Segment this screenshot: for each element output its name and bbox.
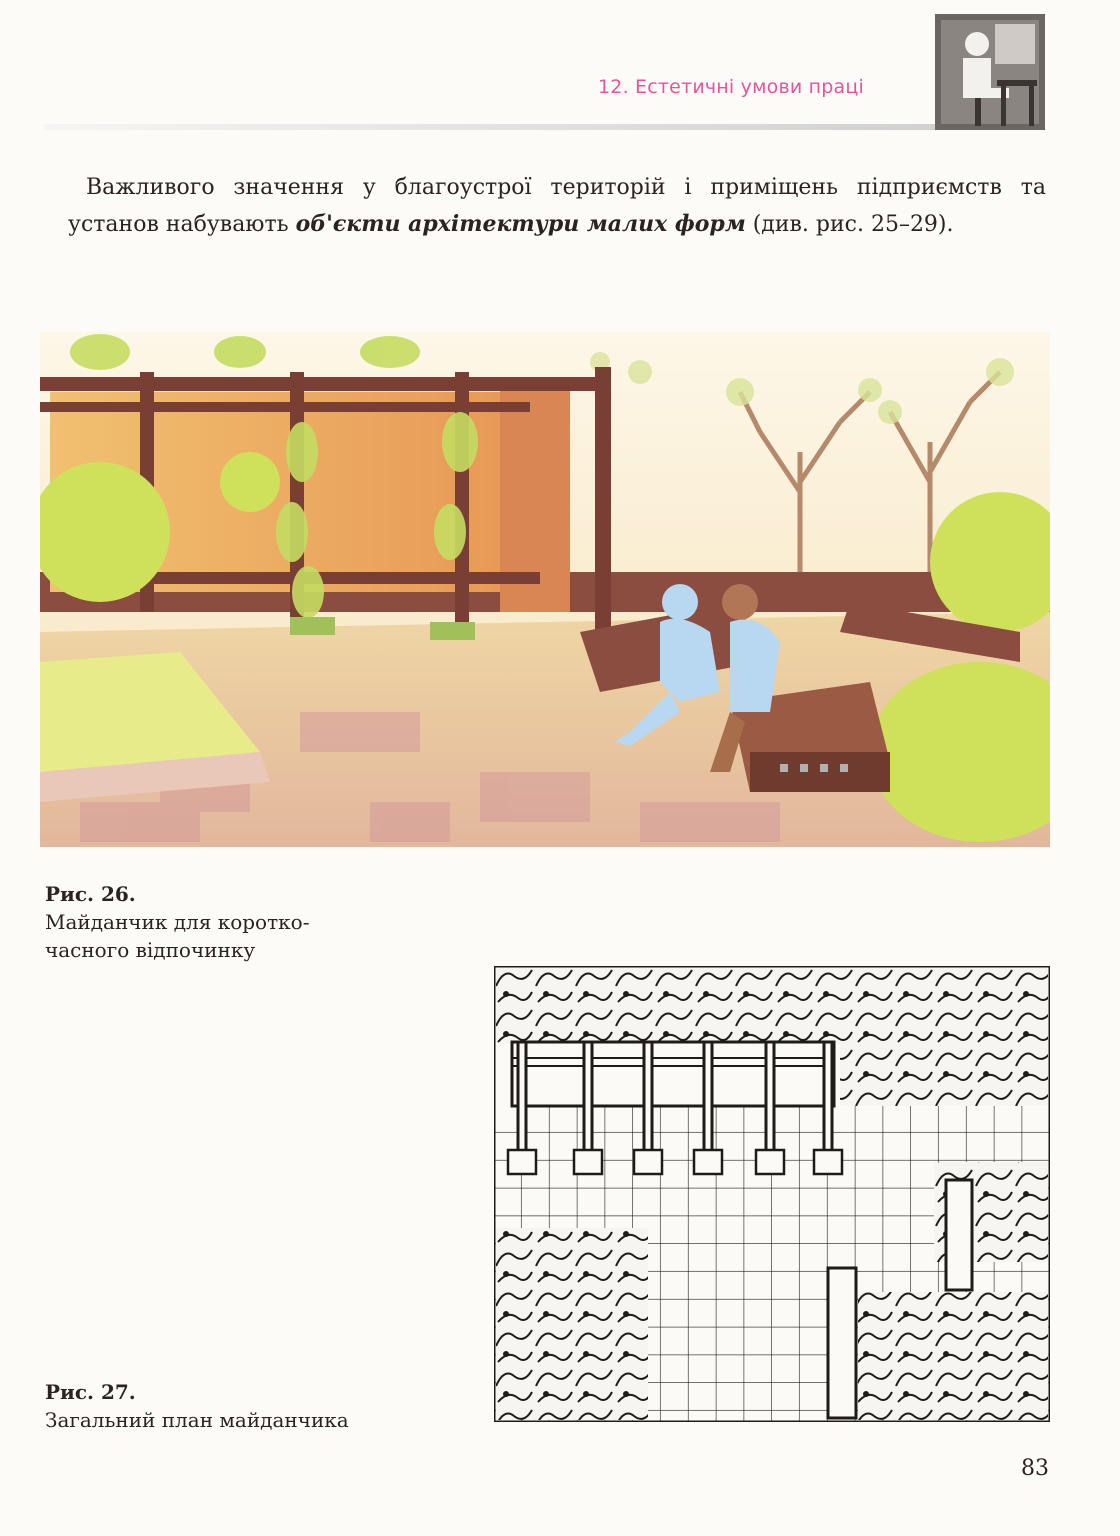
figure-27-number: Рис. 27. <box>45 1380 136 1404</box>
figure-26-illustration <box>40 332 1050 847</box>
figure-27-caption-text: Загальний план майданчика <box>45 1408 349 1432</box>
header-rule <box>44 124 944 130</box>
chapter-title: 12. Естетичні умови праці <box>598 76 864 98</box>
body-paragraph <box>68 170 1046 243</box>
header-thumbnail-image <box>935 14 1045 130</box>
body-text-start: Важливого значення у благоустрої територій і приміщень підприємств та установ набувають <box>68 175 1046 237</box>
figure-26-caption-line1: Майданчик для коротко- <box>45 910 310 934</box>
figure-27-plan <box>494 966 1050 1422</box>
page-number: 83 <box>1021 1456 1049 1481</box>
figure-26-number: Рис. 26. <box>45 882 136 906</box>
figure-26-caption <box>45 880 309 964</box>
body-text-emphasis: об'єкти архітектури малих форм <box>295 211 746 237</box>
body-text-end: (див. рис. 25–29). <box>745 212 954 237</box>
figure-27-caption <box>45 1378 349 1434</box>
figure-26-caption-line2: часного відпочинку <box>45 938 256 962</box>
